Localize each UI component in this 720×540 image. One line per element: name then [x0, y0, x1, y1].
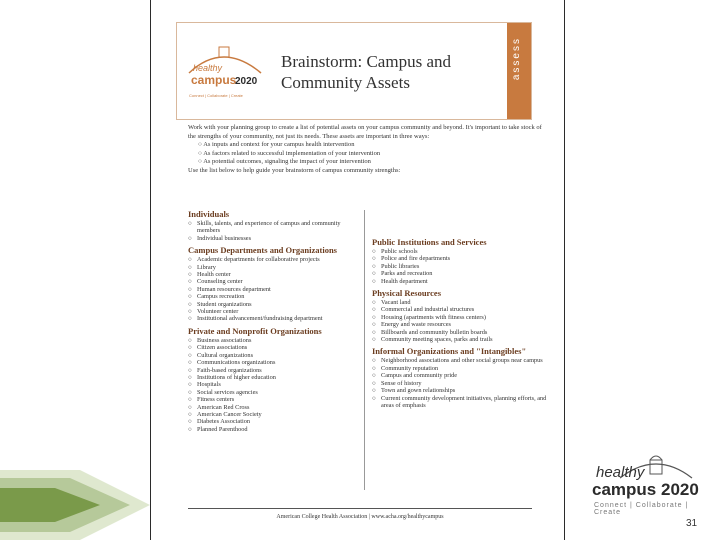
brand-healthy-text: healthy [596, 464, 645, 481]
document-page [152, 0, 562, 540]
list-item: ○ Campus and community pride [372, 372, 548, 379]
list-item: ○ Cultural organizations [188, 352, 356, 359]
list-item: ○ Community reputation [372, 365, 548, 372]
list-item: ○ Billboards and community bulletin boards [372, 329, 548, 336]
brand-year: 2020 [660, 480, 699, 499]
list-item: ○ Skills, talents, and experience of campus and community members [188, 220, 356, 235]
logo-arc-icon [183, 31, 267, 111]
list-item: ○ Citizen associations [188, 344, 356, 351]
list-item: ○ Sense of history [372, 380, 548, 387]
decorative-chevron [0, 470, 150, 540]
list-item: ○ Neighborhood associations and other social groups near campus [372, 357, 548, 364]
list-item: ○ Community meeting spaces, parks and trails [372, 336, 548, 343]
logo-campus-text: campus [191, 73, 237, 87]
list-item: ○ Communications organizations [188, 359, 356, 366]
list-item: ○ Campus recreation [188, 293, 356, 300]
list-item: ○ Commercial and industrial structures [372, 306, 548, 313]
list-item: ○ Institutions of higher education [188, 374, 356, 381]
list-item: ○ Health center [188, 271, 356, 278]
page-number: 31 [686, 518, 698, 529]
logo-tagline-text: Connect | Collaborate | Create [189, 93, 243, 98]
list-item: ○ Health department [372, 278, 548, 285]
slide-left-margin [0, 0, 150, 540]
slide-frame-left [150, 0, 151, 540]
list-item: ○ Library [188, 264, 356, 271]
footer-rule [188, 508, 532, 509]
list-item: ○ Town and gown relationships [372, 387, 548, 394]
list-item: ○ Housing (apartments with fitness centers) [372, 314, 548, 321]
healthy-campus-logo [183, 31, 267, 111]
section-heading-private-nonprofit: Private and Nonprofit Organizations [188, 325, 322, 336]
list-item: ○ Parks and recreation [372, 270, 548, 277]
section-list-private-nonprofit [188, 337, 356, 433]
intro-text [188, 124, 542, 175]
intro-bullets [188, 141, 542, 167]
section-heading-informal-organizations: Informal Organizations and "Intangibles" [372, 346, 527, 357]
list-item: ○ Public libraries [372, 263, 548, 270]
list-item: ○ Public schools [372, 248, 548, 255]
list-item: ○ Planned Parenthood [188, 426, 356, 433]
intro-closing: Use the list below to help guide your brainstorm of campus community strengths: [188, 166, 401, 174]
section-heading-individuals: Individuals [188, 209, 230, 219]
list-item: ○ Fitness centers [188, 396, 356, 403]
list-item: ○ Vacant land [372, 299, 548, 306]
list-item: ○ Human resources department [188, 286, 356, 293]
list-item: ○ Social services agencies [188, 389, 356, 396]
section-heading-physical-resources: Physical Resources [372, 288, 442, 299]
list-item: ○ Police and fire departments [372, 255, 548, 262]
document-footer: American College Health Association | www.acha.org/healthycampus [276, 514, 444, 520]
section-heading-campus-departments: Campus Departments and Organizations [188, 245, 337, 256]
list-item: ○ Business associations [188, 337, 356, 344]
list-item: ○ Current community development initiatives, planning efforts, and areas of emphasis [372, 395, 548, 410]
intro-bullet: ○ As potential outcomes, signaling the impact of your intervention [198, 158, 542, 167]
section-list-individuals [188, 220, 356, 242]
list-item: ○ Academic departments for collaborative projects [188, 256, 356, 263]
intro-bullet: ○ As inputs and context for your campus health intervention [198, 141, 542, 150]
document-title-line1: Brainstorm: Campus and [281, 52, 451, 71]
list-item: ○ Student organizations [188, 301, 356, 308]
list-item: ○ Individual businesses [188, 235, 356, 242]
right-column [372, 234, 548, 409]
list-item: ○ Volunteer center [188, 308, 356, 315]
assess-label: assess [511, 37, 522, 81]
list-item: ○ Institutional advancement/fundraising department [188, 315, 356, 322]
intro-paragraph: Work with your planning group to create a list of potential assets on your campus community and beyond. It's important to take stock of the strengths of your community, not just its needs. These assets are important in three ways: [188, 124, 542, 140]
document-header [176, 22, 532, 120]
document-title [281, 51, 451, 93]
section-list-physical-resources [372, 299, 548, 343]
document-title-line2: Community Assets [281, 73, 410, 92]
left-column [188, 206, 356, 433]
column-divider [364, 210, 365, 490]
brand-campus-word: campus [592, 480, 657, 499]
section-list-campus-departments [188, 256, 356, 323]
section-list-public-institutions [372, 248, 548, 285]
list-item: ○ American Cancer Society [188, 411, 356, 418]
list-item: ○ Energy and waste resources [372, 321, 548, 328]
section-list-informal-organizations [372, 357, 548, 409]
intro-bullet: ○ As factors related to successful implementation of your intervention [198, 150, 542, 159]
logo-healthy-text: healthy [193, 63, 223, 73]
slide-frame-right [564, 0, 565, 540]
list-item: ○ Hospitals [188, 381, 356, 388]
brand-tagline: Connect | Collaborate | Create [594, 502, 689, 516]
list-item: ○ American Red Cross [188, 404, 356, 411]
brand-campus-text [592, 480, 699, 500]
section-heading-public-institutions: Public Institutions and Services [372, 237, 487, 247]
list-item: ○ Counseling center [188, 278, 356, 285]
list-item: ○ Diabetes Association [188, 418, 356, 425]
logo-year-text: 2020 [235, 76, 258, 87]
list-item: ○ Faith-based organizations [188, 367, 356, 374]
